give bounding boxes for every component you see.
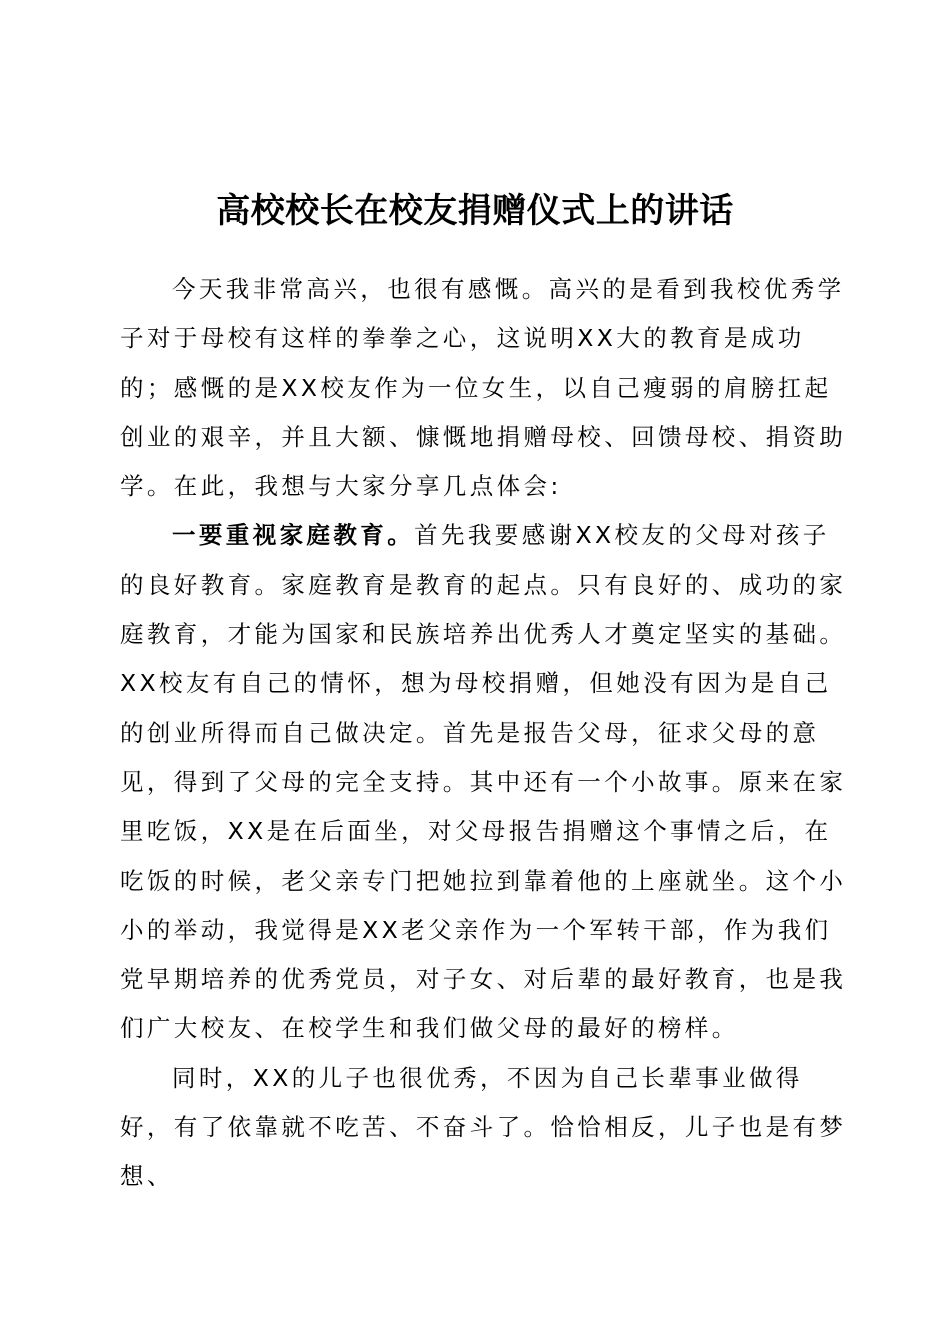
paragraph-son <box>120 1054 850 1202</box>
paragraph-intro <box>120 265 850 511</box>
document-body <box>120 265 850 1202</box>
paragraph-text: 今天我非常高兴，也很有感慨。高兴的是看到我校优秀学子对于母校有这样的拳拳之心，这说明XX大的教育是成功的；感慨的是XX校友作为一位女生，以自己瘦弱的肩膀扛起创业的艰辛，并且大额、慷慨地捐赠母校、回馈母校、捐资助学。在此，我想与大家分享几点体会: <box>120 275 847 501</box>
paragraph-heading: 一要重视家庭教育。 <box>172 521 415 550</box>
paragraph-family-education <box>120 511 850 1053</box>
document-title: 高校校长在校友捐赠仪式上的讲话 <box>216 191 734 231</box>
paragraph-text: 首先我要感谢XX校友的父母对孩子的良好教育。家庭教育是教育的起点。只有良好的、成功的家庭教育，才能为国家和民族培养出优秀人才奠定坚实的基础。XX校友有自己的情怀，想为母校捐赠，但她没有因为是自己的创业所得而自己做决定。首先是报告父母，征求父母的意见，得到了父母的完全支持。其中还有一个小故事。原来在家里吃饭，XX是在后面坐，对父母报告捐赠这个事情之后，在吃饭的时候，老父亲专门把她拉到靠着他的上座就坐。这个小小的举动，我觉得是XX老父亲作为一个军转干部，作为我们党早期培养的优秀党员，对子女、对后辈的最好教育，也是我们广大校友、在校学生和我们做父母的最好的榜样。 <box>120 521 847 1043</box>
paragraph-text: 同时，XX的儿子也很优秀，不因为自己长辈事业做得好，有了依靠就不吃苦、不奋斗了。恰恰相反，儿子也是有梦想、 <box>120 1063 847 1191</box>
